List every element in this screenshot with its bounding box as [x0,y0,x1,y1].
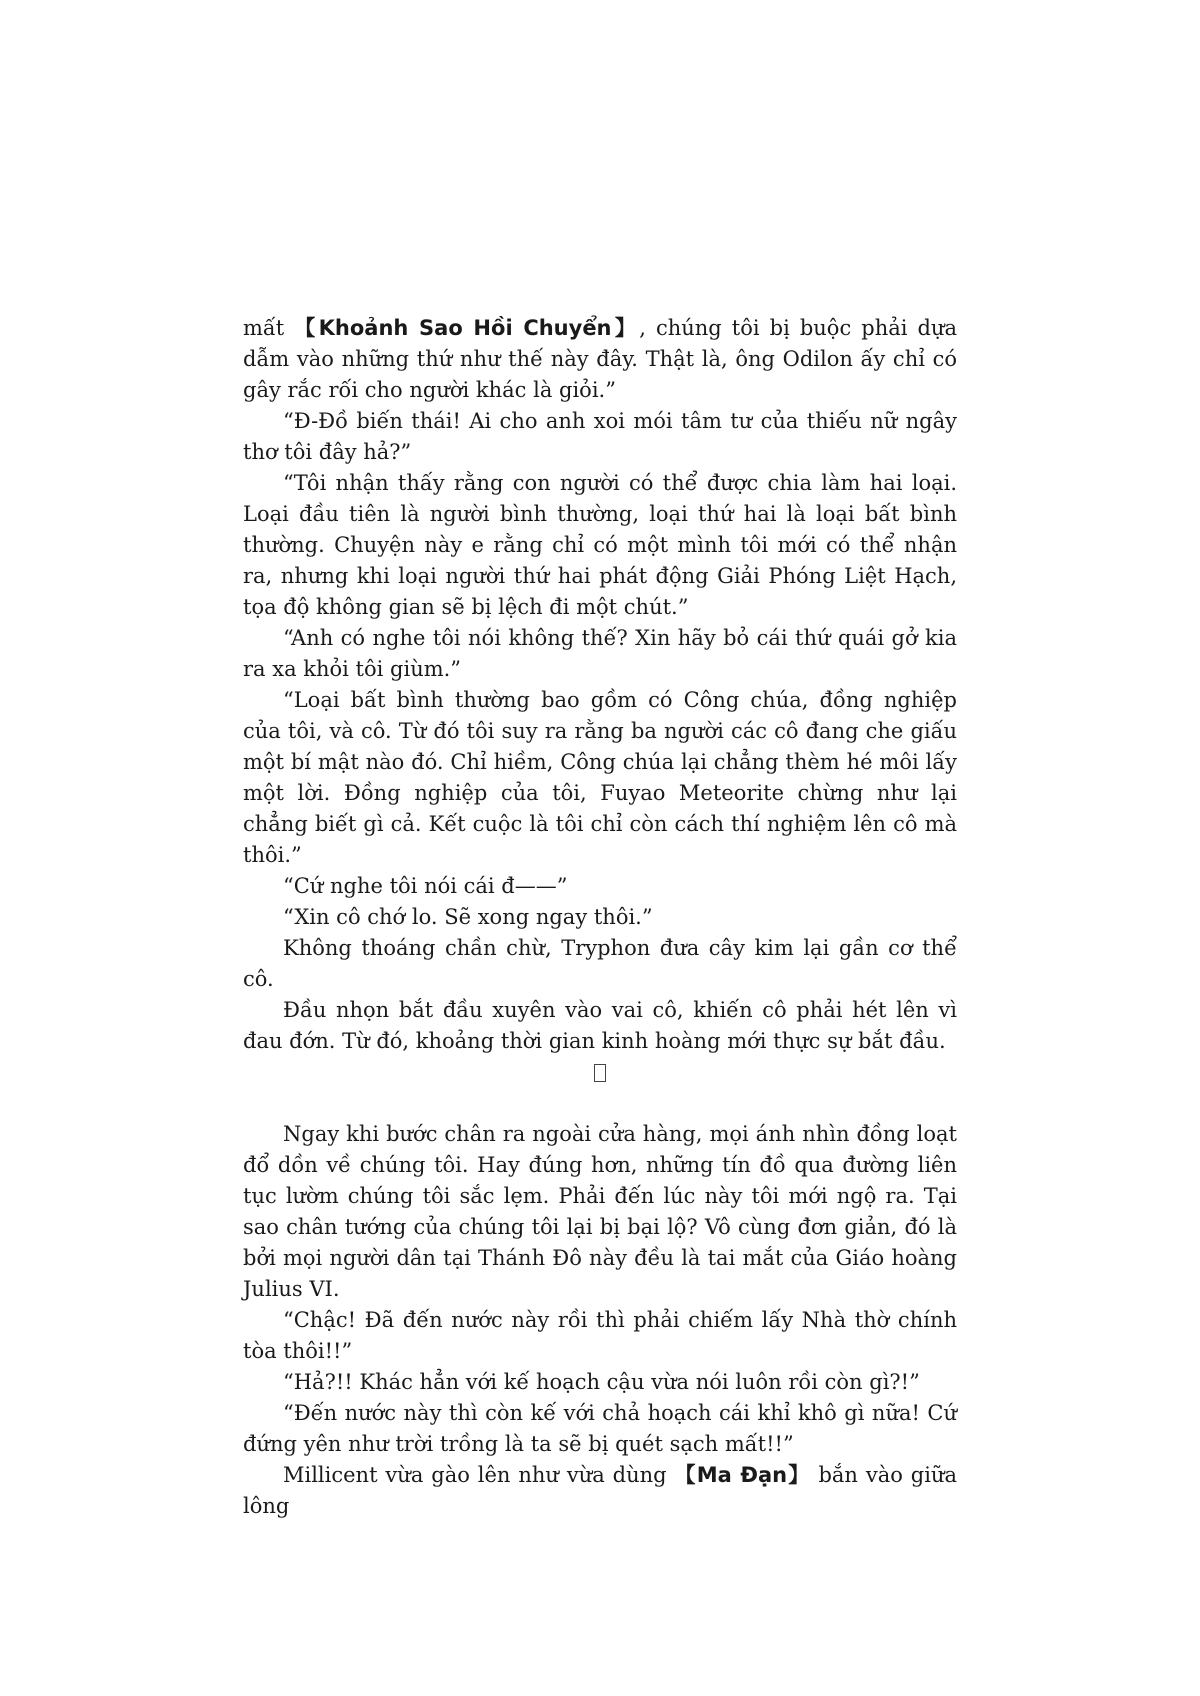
paragraph-8: Không thoáng chần chừ, Tryphon đưa cây kim lại gần cơ thể cô. [243,936,957,991]
paragraph-14: Millicent vừa gào lên như vừa dùng 【Ma Đạn】 bắn vào giữa lông [243,1463,957,1518]
paragraph-11: “Chậc! Đã đến nước này rồi thì phải chiếm lấy Nhà thờ chính tòa thôi!!” [243,1308,957,1363]
paragraph-13: “Đến nước này thì còn kế với chả hoạch cái khỉ khô gì nữa! Cứ đứng yên như trời trồng là ta sẽ bị quét sạch mất!!” [243,1401,957,1456]
paragraph-3: “Tôi nhận thấy rằng con người có thể được chia làm hai loại. Loại đầu tiên là người bình thường, loại thứ hai là loại bất bình thường. Chuyện này e rằng chỉ có một mình tôi mới có thể nhận ra, nhưng khi loại người thứ hai phát động Giải Phóng Liệt Hạch, tọa độ không gian sẽ bị lệch đi một chút.” [243,471,957,619]
body-text [243,313,957,1522]
paragraph-6: “Cứ nghe tôi nói cái đ——” [283,874,568,898]
paragraph-5: “Loại bất bình thường bao gồm có Công chúa, đồng nghiệp của tôi, và cô. Từ đó tôi suy ra rằng ba người các cô đang che giấu một bí mật nào đó. Chỉ hiềm, Công chúa lại chẳng thèm hé môi lấy một lời. Đồng nghiệp của tôi, Fuyao Meteorite chừng như lại chẳng biết gì cả. Kết cuộc là tôi chỉ còn cách thí nghiệm lên cô mà thôi.” [243,688,957,867]
paragraph-2: “Đ-Đồ biến thái! Ai cho anh xoi mói tâm tư của thiếu nữ ngây thơ tôi đây hả?” [243,409,957,464]
paragraph-7: “Xin cô chớ lo. Sẽ xong ngay thôi.” [283,905,653,929]
scene-break-icon [594,1064,606,1082]
paragraph-4: “Anh có nghe tôi nói không thế? Xin hãy bỏ cái thứ quái gở kia ra xa khỏi tôi giùm.” [243,626,957,681]
paragraph-1: mất 【Khoảnh Sao Hồi Chuyển】, chúng tôi bị buộc phải dựa dẫm vào những thứ như thế này đây. Thật là, ông Odilon ấy chỉ có gây rắc rối cho người khác là giỏi.” [243,316,957,402]
scene-break [243,1057,957,1088]
paragraph-9: Đầu nhọn bắt đầu xuyên vào vai cô, khiến cô phải hét lên vì đau đớn. Từ đó, khoảng thời gian kinh hoàng mới thực sự bắt đầu. [243,998,957,1053]
skill-name: 【Ma Đạn】 [674,1463,811,1487]
skill-name: 【Khoảnh Sao Hồi Chuyển】 [294,316,640,340]
paragraph-12: “Hả?!! Khác hẳn với kế hoạch cậu vừa nói luôn rồi còn gì?!” [283,1370,920,1394]
paragraph-10: Ngay khi bước chân ra ngoài cửa hàng, mọi ánh nhìn đồng loạt đổ dồn về chúng tôi. Hay đúng hơn, những tín đồ qua đường liên tục lườm chúng tôi sắc lẹm. Phải đến lúc này tôi mới ngộ ra. Tại sao chân tướng của chúng tôi lại bị bại lộ? Vô cùng đơn giản, đó là bởi mọi người dân tại Thánh Đô này đều là tai mắt của Giáo hoàng Julius VI. [243,1122,957,1301]
